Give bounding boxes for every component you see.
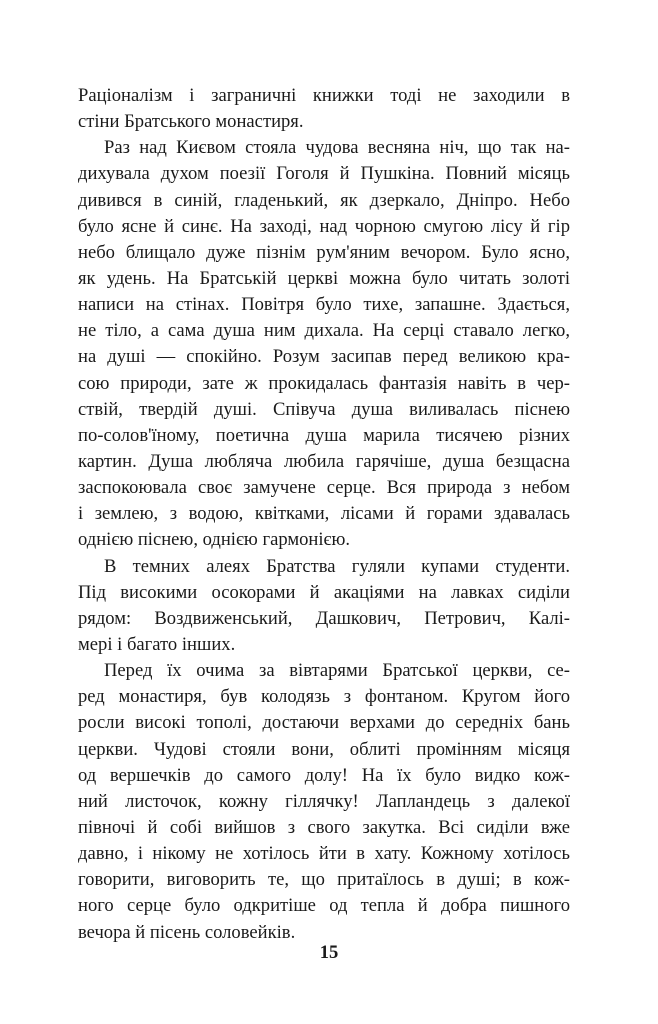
text-line: півночі й собі вийшов з свого закутка. Всі сиділи вже (78, 816, 570, 838)
text-line: небо блищало дуже пізнім рум'яним вечором. Було ясно, (78, 241, 570, 263)
text-line: сою природи, зате ж прокидалась фантазія навіть в чер- (78, 372, 570, 394)
text-line: було ясне й синє. На заході, над чорною смугою лісу й гір (78, 215, 570, 237)
text-line: ного серце було одкритіше од тепла й добра пишного (78, 895, 570, 917)
paragraph-2 (78, 135, 570, 553)
text-line: давно, і нікому не хотілось йти в хату. Кожному хотілось (78, 843, 570, 865)
text-line: однією піснею, однією гармонією. (78, 529, 351, 551)
text-line: стіни Братського монастиря. (78, 111, 304, 133)
text-line: од вершечків до самого долу! На їх було видко кож- (78, 764, 570, 786)
text-line: дивився в синій, гладенький, як дзеркало, Дніпро. Небо (78, 189, 570, 211)
text-line: Раціоналізм і заграничні книжки тоді не заходили в (78, 85, 570, 106)
page-body (78, 83, 570, 946)
text-line: написи на стінах. Повітря було тихе, запашне. Здається, (78, 294, 570, 316)
text-line: церкви. Чудові стояли вони, облиті промінням місяця (78, 738, 570, 760)
text-line: картин. Душа любляча любила гарячіше, душа безщасна (78, 450, 570, 472)
text-line: і землею, з водою, квітками, лісами й горами здавалась (78, 503, 570, 525)
text-line: Раз над Києвом стояла чудова весняна ніч, що так на- (104, 137, 570, 159)
text-line: ред монастиря, був колодязь з фонтаном. Кругом його (78, 686, 570, 708)
text-line: В темних алеях Братства гуляли купами студенти. (104, 555, 570, 577)
text-line: на душі — спокійно. Розум засипав перед великою кра- (78, 346, 570, 368)
paragraph-4 (78, 658, 570, 946)
text-line: рядом: Воздвиженський, Дашкович, Петрович, Калі- (78, 607, 570, 629)
text-line: не тіло, а сама душа ним дихала. На серці ставало легко, (78, 320, 570, 342)
text-line: дихувала духом поезії Гоголя й Пушкіна. Повний місяць (78, 163, 570, 185)
text-line: по-солов'їному, поетична душа марила тисячею різних (78, 424, 570, 446)
text-line: як удень. На Братській церкві можна було читать золоті (78, 267, 570, 289)
page-number: 15 (319, 942, 339, 963)
text-line: росли високі тополі, достаючи верхами до середніх бань (78, 712, 570, 734)
text-line: ний листочок, кожну гіллячку! Лапландець з далекої (78, 790, 570, 812)
text-line: ствій, твердій душі. Співуча душа виливалась піснею (78, 398, 570, 420)
text-line: мері і багато інших. (78, 633, 236, 655)
text-line: Під високими осокорами й акаціями на лавках сиділи (78, 581, 570, 603)
text-line: заспокоювала своє замучене серце. Вся природа з небом (78, 477, 570, 499)
text-line: вечора й пісень соловейків. (78, 921, 296, 943)
text-line: говорити, виговорить те, що притаїлось в душі; в кож- (78, 869, 570, 891)
paragraph-3 (78, 554, 570, 659)
paragraph-1 (78, 83, 570, 135)
text-line: Перед їх очима за вівтарями Братської церкви, се- (104, 660, 570, 682)
